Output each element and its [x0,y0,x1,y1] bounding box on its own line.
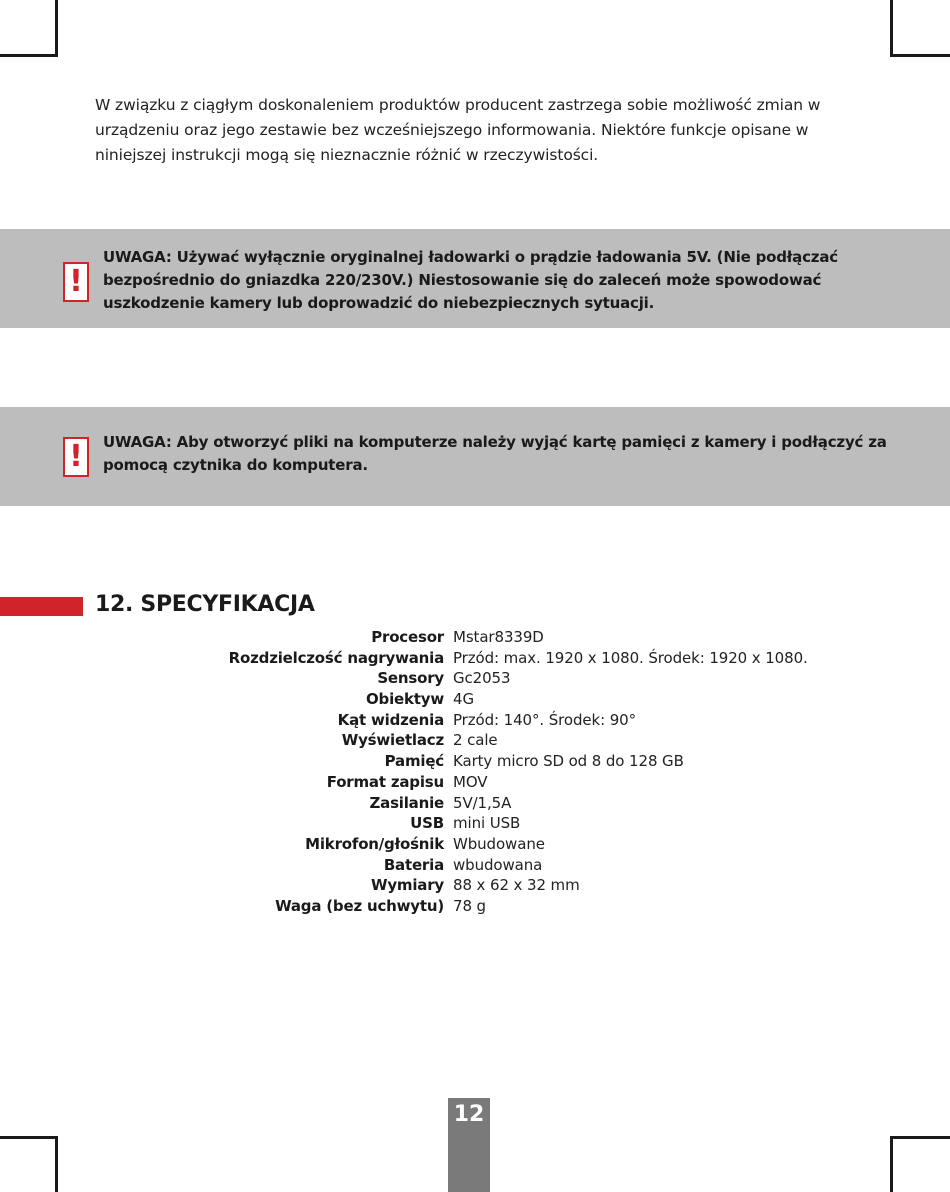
spec-label: Format zapisu [326,772,444,791]
spec-label: Obiektyw [366,690,444,709]
spec-value: Wbudowane [453,834,545,853]
crop-mark-bottom-right-vertical [890,1136,893,1192]
warning-box-charger [0,229,950,328]
crop-mark-top-left-vertical [55,0,58,57]
spec-row [0,896,950,917]
spec-value: 88 x 62 x 32 mm [453,876,580,895]
spec-row [0,772,950,793]
spec-row [0,668,950,689]
spec-row [0,627,950,648]
spec-value: 5V/1,5A [453,793,512,812]
spec-row [0,710,950,731]
crop-mark-bottom-right-horizontal [890,1136,950,1139]
spec-label: Procesor [371,628,444,646]
spec-label: USB [410,814,444,833]
spec-row [0,648,950,669]
warning-text-charger: UWAGA: Używać wyłącznie oryginalnej ładowarki o prądzie ładowania 5V. (Nie podłączać bezpośrednio do gniazdka 220/230V.) Niestosowanie się do zaleceń może spowodować uszkodzenie kamery lub doprowadzić do niebezpiecznych sytuacji. [103,248,838,312]
spec-row [0,751,950,772]
spec-value: Przód: max. 1920 x 1080. Środek: 1920 x 1080. [453,648,808,667]
spec-label: Wymiary [371,876,444,895]
crop-mark-top-right-vertical [890,0,893,57]
spec-label: Kąt widzenia [337,710,444,729]
spec-value: 4G [453,690,474,709]
spec-label: Pamięć [384,752,444,771]
spec-table [0,627,950,917]
exclamation-icon: ! [63,437,89,477]
spec-label: Waga (bez uchwytu) [275,896,444,915]
spec-label: Sensory [377,669,444,688]
spec-row [0,730,950,751]
spec-value: Karty micro SD od 8 do 128 GB [453,752,684,771]
spec-value: MOV [453,772,488,791]
crop-mark-bottom-left-horizontal [0,1136,58,1139]
spec-value: wbudowana [453,855,543,874]
spec-label: Wyświetlacz [341,731,444,750]
crop-mark-top-left-horizontal [0,54,58,57]
spec-label: Rozdzielczość nagrywania [228,648,444,667]
spec-value: Mstar8339D [453,628,544,646]
spec-value: 78 g [453,896,486,915]
spec-row [0,689,950,710]
warning-text-memory-card: UWAGA: Aby otworzyć pliki na komputerze należy wyjąć kartę pamięci z kamery i podłączyć za pomocą czytnika do komputera. [103,433,887,474]
intro-paragraph: W związku z ciągłym doskonaleniem produktów producent zastrzega sobie możliwość zmian w urządzeniu oraz jego zestawie bez wcześniejszego informowania. Niektóre funkcje opisane w niniejszej instrukcji mogą się nieznacznie różnić w rzeczywistości. [95,96,821,164]
page-number: 12 [453,1102,485,1127]
crop-mark-top-right-horizontal [890,54,950,57]
section-title: 12. SPECYFIKACJA [95,592,315,617]
spec-row [0,834,950,855]
spec-row [0,875,950,896]
spec-row [0,813,950,834]
warning-box-memory-card [0,407,950,506]
spec-value: mini USB [453,814,521,833]
spec-value: Gc2053 [453,669,511,688]
spec-label: Bateria [383,855,444,874]
spec-row [0,855,950,876]
spec-value: 2 cale [453,731,498,750]
spec-row [0,793,950,814]
section-accent-bar [0,597,83,616]
spec-label: Mikrofon/głośnik [305,834,444,853]
exclamation-icon: ! [63,262,89,302]
spec-label: Zasilanie [369,793,444,812]
crop-mark-bottom-left-vertical [55,1136,58,1192]
spec-value: Przód: 140°. Środek: 90° [453,710,636,729]
